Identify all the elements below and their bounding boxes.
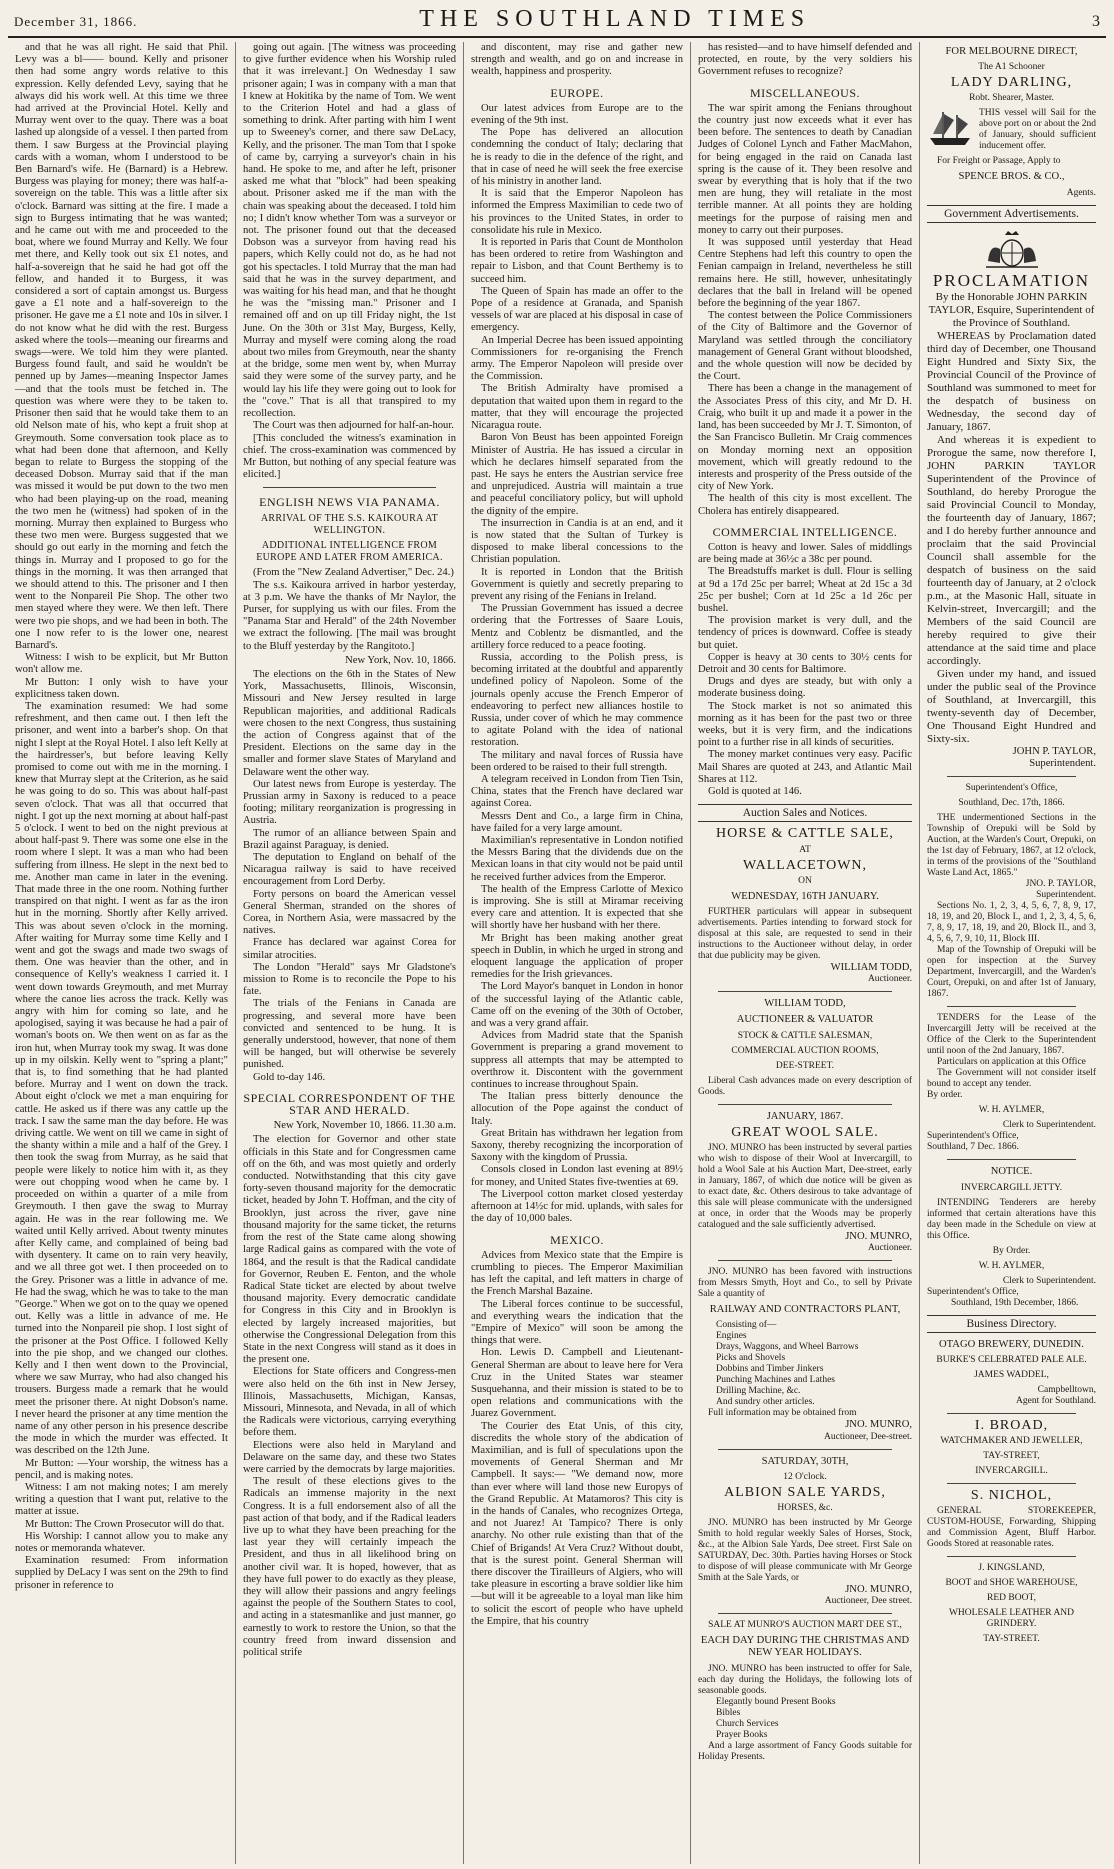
list-item: Bibles xyxy=(716,1707,741,1718)
article-paragraph: The Liberal forces continue to be successful, and everything wears the indication that the "Empire of Mexico" will soon be among the things that were. xyxy=(471,1298,683,1347)
ad-signature: JNO. MUNRO, xyxy=(845,1419,912,1431)
ad-body: JNO. MUNRO has been instructed by Mr George Smith to hold regular weekly Sales of Horses, Stock, &c., at the Albion Sale Yards, Dee street. First Sale on SATURDAY, Dec. 30th. Parties having Horses or Stock to dispose of will please communicate with Mr George Smith at the Sale Yards, or xyxy=(698,1518,912,1584)
article-paragraph: Elections were also held in Maryland and Delaware on the same day, and these two States were carried by the democrats by large majorities. xyxy=(243,1439,456,1475)
notice-body: INTENDING Tenderers are hereby informed that certain alterations have this day been made in the Schedule on view at this Office. xyxy=(927,1197,1096,1241)
ship-advert-block xyxy=(927,108,1096,152)
proclamation-role: Superintendent. xyxy=(1029,758,1096,770)
ad-master: Robt. Shearer, Master. xyxy=(969,93,1054,104)
divider xyxy=(947,776,1076,777)
article-paragraph: The health of this city is most excellent. The Cholera has entirely disappeared. xyxy=(698,493,912,517)
dateline: New York, November 10, 1866. 11.30 a.m. xyxy=(273,1120,456,1132)
column-5 xyxy=(919,42,1103,1864)
article-paragraph: Advices from Madrid state that the Spanish Government is preparing a grand movement to suppress all attempts that may be attempted to overthrow it. Discontent with the government continues to increase throughout Spain. xyxy=(471,1030,683,1091)
list-item: And sundry other articles. xyxy=(716,1397,815,1408)
article-paragraph: The election for Governor and other state officials in this State and for Congressmen came off on the 6th, and was most quietly and orderly conducted. Notwithstanding that this city gave forty-seven thousand majority for the democratic ticket, headed by John T. Hoffman, and the city of Brooklyn, just across the river, gave nine thousand majority for the same ticket, the returns from the rest of the State came along showing large Radical gains as compared with the vote of 1864, and the result is that the Radical candidate for Governor, Reuben E. Fenton, and the whole Radical State ticket are elected by about twelve thousand majority. Every democratic candidate for Congress in this City and in Brooklyn is elected by largely increased majorities, but otherwise the Congressional Delegation from this State in the next Congress will stand as it does in the present one. xyxy=(243,1134,456,1366)
article-paragraph: Elections for State officers and Congress-men were also held on the 6th inst in New Jersey, Illinois, Massachusetts, Michigan, Kansas, Missouri, Minnesota, and Nevada, in all of which the Radicals were victorious, carrying everything before them. xyxy=(243,1366,456,1439)
article-paragraph: Witness: I wish to be explicit, but Mr Button won't allow me. xyxy=(15,652,228,676)
ad-signature: JNO. MUNRO, xyxy=(845,1584,912,1596)
ad-great-wool-sale xyxy=(698,1111,912,1255)
ad-role: Agents. xyxy=(1066,187,1096,198)
notice-orepuki-sections xyxy=(927,783,1096,1000)
ad-date: WEDNESDAY, 16TH JANUARY. xyxy=(731,890,879,902)
ad-body: THIS vessel will Sail for the above port on or about the 2nd of January, should sufficient inducement offer. xyxy=(979,108,1096,152)
ad-signature: JNO. MUNRO, xyxy=(845,1231,912,1243)
ad-list xyxy=(698,1320,912,1408)
article-paragraph: The military and naval forces of Russia have been ordered to be raised to their full strength. xyxy=(471,749,683,773)
list-item: Dobbins and Timber Jinkers xyxy=(716,1364,824,1375)
notice-office: Superintendent's Office, xyxy=(927,1286,1019,1297)
list-item: Prayer Books xyxy=(716,1729,768,1740)
article-paragraph: The money market continues very easy. Pacific Mail Shares are quoted at 243, and Atlantic Mail Shares at 112. xyxy=(698,749,912,785)
ad-line: AT xyxy=(799,844,811,855)
notice-date: Southland, 19th December, 1866. xyxy=(951,1297,1079,1308)
list-item: Consisting of— xyxy=(716,1320,777,1331)
newspaper-title: THE SOUTHLAND TIMES xyxy=(419,6,811,32)
ad-foot: For Freight or Passage, Apply to xyxy=(937,156,1061,167)
article-paragraph: It was supposed until yesterday that Head Centre Stephens had left this country to open the Fenian campaign in Ireland, nevertheless he still remains here. He still, however, unhesitatingly declares that the ball in Ireland will be opened before the beginning of the year 1867. xyxy=(698,237,912,310)
article-paragraph: The provision market is very dull, and the tendency of prices is downward. Coffee is steady but quiet. xyxy=(698,615,912,651)
ad-otago-brewery xyxy=(927,1339,1096,1407)
article-paragraph: Mr Button: The Crown Prosecutor will do that. xyxy=(25,1518,225,1530)
article-paragraph: The Stock market is not so animated this morning as it has been for the past two or three weeks, but it is very firm, and the indications point to a further rise in all kinds of securities. xyxy=(698,700,912,749)
list-item: Punching Machines and Lathes xyxy=(716,1375,835,1386)
article-paragraph: The deputation to England on behalf of the Nicaragua railway is said to have received encouragement from Lord Derby. xyxy=(243,852,456,888)
ad-title: OTAGO BREWERY, DUNEDIN. xyxy=(939,1338,1084,1350)
article-paragraph: Mr Button: I only wish to have your explicitness taken down. xyxy=(15,676,228,700)
article-paragraph: The Court was then adjourned for half-an-hour. xyxy=(253,420,454,432)
proclamation-title: PROCLAMATION xyxy=(932,270,1091,290)
ad-line: DEE-STREET. xyxy=(775,1060,835,1071)
notice-date: Southland, 7 Dec. 1866. xyxy=(927,1142,1019,1153)
notice-role: Superintendent. xyxy=(1036,890,1096,901)
ad-body: BURKE'S CELEBRATED PALE ALE. xyxy=(936,1355,1087,1366)
ad-sub: The A1 Schooner xyxy=(978,62,1045,73)
article-paragraph: Drugs and dyes are steady, but with only a moderate business doing. xyxy=(698,676,912,700)
ad-role: Auctioneer. xyxy=(867,1243,912,1254)
ad-body: JNO. MUNRO has been instructed to offer for Sale, each day during the Holidays, the following lots of seasonable goods. xyxy=(698,1663,912,1696)
article-paragraph: It is said that the Emperor Napoleon has informed the Empress Maximilian to cede two of his provinces to the United States, in order to consolidate his rule in Mexico. xyxy=(471,188,683,236)
section-heading-government: Government Advertisements. xyxy=(927,205,1096,223)
notice-role: Clerk to Superintendent. xyxy=(1002,1275,1096,1286)
ad-railway-plant xyxy=(698,1267,912,1442)
notice-body: Particulars on application at this Office xyxy=(937,1057,1086,1068)
article-paragraph: The health of the Empress Carlotte of Mexico is improving. She is still at Miramar receiving every care and attention. It is expected that she will shortly have her husband with her there. xyxy=(471,883,683,932)
notice-signature: W. H. AYLMER, xyxy=(978,1105,1045,1116)
column-4 xyxy=(690,42,919,1864)
notice-office: Superintendent's Office, xyxy=(965,783,1058,794)
list-item: Picks and Shovels xyxy=(716,1353,786,1364)
column-2 xyxy=(235,42,463,1864)
article-paragraph: The contest between the Police Commissioners of the City of Baltimore and the Governor of Maryland was settled through the conciliatory management of General Grant without bloodshed, and the whole question will now be decided by the Court. xyxy=(698,310,912,383)
notice-sections: Sections No. 1, 2, 3, 4, 5, 6, 7, 8, 9, 17, 18, 19, and 20, Block I., and 1, 2, 3, 4, 5, 6, 7, 8, 9, 17, 18, 19, and 20, Block II., and 3, 4, 5, 6, 7, 9, 10, 11, Block III. xyxy=(927,901,1096,945)
article-paragraph: Advices from Mexico state that the Empire is crumbling to pieces. The Emperor Maximilian has left the capital, and left matters in charge of the French Marshal Bazaine. xyxy=(471,1249,683,1298)
article-paragraph: has resisted—and to have himself defended and protected, en route, by the very soldiers his Government refuses to recognize? xyxy=(698,42,912,78)
ad-role: Auctioneer, Dee-street. xyxy=(824,1431,912,1442)
list-item: Drays, Waggons, and Wheel Barrows xyxy=(716,1342,859,1353)
article-paragraph: The elections on the 6th in the States of New York, Massachusetts, Illinois, Wisconsin, Missouri and New Jersey resulted in large Republican majorities, and additional Radicals were chosen to the next Congress, thus sustaining the action of Congress against that of the President. Elections on the same day in the smaller and former slave States of Maryland and Delaware went the other way. xyxy=(243,668,456,778)
article-paragraph: The British Admiralty have promised a deputation that waited upon them in regard to the matter, that they will encourage the projected Nicaragua route. xyxy=(471,383,683,432)
ad-date: SATURDAY, 30TH, xyxy=(761,1455,849,1467)
ad-title: RAILWAY AND CONTRACTORS PLANT, xyxy=(709,1304,901,1316)
ad-line: COMMERCIAL AUCTION ROOMS, xyxy=(731,1045,879,1056)
column-1 xyxy=(8,42,235,1864)
ad-kingsland-boots xyxy=(927,1563,1096,1645)
ad-list xyxy=(698,1697,912,1741)
list-item: Engines xyxy=(716,1331,747,1342)
article-paragraph: The result of these elections gives to the Radicals an immense majority in the next Congress. It is a full endorsement also of all the past action of that body, and if the Radical leaders live up to what they have been preaching for the last year they will certainly impeach the President, and thus in all likelihood bring on another civil war. It is hoped, however, that as they have full power to do exactly as they please, they will allow their passions and angry feelings against the people of the Southern States to cool, and acting in a statesmanlike and just manner, go earnestly to work to restore the Union, so that the country freed from inward dissension and political strife xyxy=(243,1476,456,1658)
headline-english-news: ENGLISH NEWS VIA PANAMA. xyxy=(259,495,440,510)
ad-line: STOCK & CATTLE SALESMAN, xyxy=(737,1030,873,1041)
royal-crest-icon xyxy=(980,229,1044,271)
article-paragraph: The Queen of Spain has made an offer to the Pope of a residence at Granada, and Spanish vessels of war are placed at his disposal in case of emergency. xyxy=(471,285,683,334)
ad-title: GREAT WOOL SALE. xyxy=(731,1124,879,1140)
article-paragraph: Mr Button: —Your worship, the witness has a pencil, and is making notes. xyxy=(15,1457,228,1481)
headline-commercial: COMMERCIAL INTELLIGENCE. xyxy=(712,524,898,539)
ad-foot: Full information may be obtained from xyxy=(708,1408,857,1419)
divider xyxy=(947,1413,1076,1414)
ad-role: Auctioneer. xyxy=(867,974,912,985)
ad-body: WHOLESALE LEATHER AND GRINDERY. xyxy=(948,1608,1075,1630)
notice-office: Superintendent's Office, xyxy=(927,1131,1019,1142)
article-paragraph: The examination resumed: We had some refreshment, and then came out. I then left the prisoner, and went into a barber's shop. On that night I slept at the Royal Hotel. I also left Kelly at the hairdresser's, but before leaving Kelly promised to come out with me in the morning. I knew that Murray slept at the Criterion, as he said he was going to do so. This was about half-past seven o'clock. That was all that occurred that night. I got up the next morning at about half-past 5 o'clock. I went to bed on the night previous at about half-past 9. There was some one else in the room where I slept. It was a man who had been suffering from illness. He slept in the next bed to me. Another man came in later in the evening. That made three in the one room. Nothing further transpired on that night. I went as far as the iron hut in the morning. Shortly after Kelly arrived. This was about seven o'clock in the morning. After waiting for Murray some time Kelly and I went and got the swags and made two swags of them. One was heavier than the other, and in consequence of Kelly's weakness I carried it. I went down towards Greymouth, and met Murray where the canoe lies across the track. Kelly was angry with him for coming so late, and he apologised, saying it was because he had a pair of woman's boots on. We then went on as far as the iron hut, when Murray took my swag. It was done up in my oilskin. Kelly went to "spring a plant;" that is, to find something that he had planted before. Murray and I went on down the track. About eight o'clock we met a man enquiring for cattle. He asked us if there was any cattle up the track. I saw the same man the day before. He was driving cattle. We went on till we came in sight of the shanty within a mile and a half of the Grey. I then took the swag from Murray, as he said that people were likely to notice him with it, as they were out chopping wood when he came by. I proceeded on within a quarter of a mile from Greymouth. I then gave the swag to Murray again. He was in the rear following me. We waited until Kelly arrived. About twenty minutes after Kelly came, and complained of being bad with dysentery. It came on to rain very heavily, and we all three got wet. I then proceeded on to the Grey. Prisoner was a little in advance of me. He had the swag, which he was to take to the man "George." When we got on to the quay we opened out. Kelly was a little in advance of me. He turned into the Nonpareil pie shop. I lost sight of the prisoner at the Post Office. I followed Kelly into the pie shop, and we changed our clothes. Kelly and I then went down to the Provincial, where we saw Murray, who had also changed his trousers. Burgess made a remark that he would meet the prisoner there. At night Dobson's name. I never heard the prisoner at any time mention the name of any other person in his presence describe the mode in which the murder was effected. It was described on the 12th June. xyxy=(15,700,228,1457)
article-paragraph: The rumor of an alliance between Spain and Brazil against Paraguay, is denied. xyxy=(243,827,456,851)
article-paragraph: The insurrection in Candia is at an end, and it is now stated that the Sultan of Turkey is disposed to make liberal concessions to the Christian population. xyxy=(471,517,683,566)
notice-role: Clerk to Superintendent. xyxy=(1002,1120,1096,1131)
ad-town: INVERCARGILL. xyxy=(975,1466,1048,1477)
ad-title: ALBION SALE YARDS, xyxy=(724,1484,886,1500)
ad-title: SALE AT MUNRO'S AUCTION MART DEE ST., xyxy=(708,1620,902,1631)
notice-date: Southland, Dec. 17th, 1866. xyxy=(958,798,1065,809)
article-paragraph: Baron Von Beust has been appointed Foreign Minister of Austria. He has issued a circular in which he declares himself separated from the past. He says he enters the Austrian service free and unprejudiced. Austria will maintain a true and peaceful conciliatory policy, but will uphold the dignity of the empire. xyxy=(471,432,683,517)
subheadline: ARRIVAL OF THE S.S. KAIKOURA AT WELLINGTON. xyxy=(260,512,439,536)
divider xyxy=(947,1006,1076,1007)
article-paragraph: Cotton is heavy and lower. Sales of middlings are being made at 36½c a 38c per pound. xyxy=(698,541,912,566)
article-paragraph: The s.s. Kaikoura arrived in harbor yesterday, at 3 p.m. We have the thanks of Mr Naylor, the Purser, for supplying us with our files. From the "Panama Star and Herald" of the 24th November we extract the following. [The mail was brought to the Bluff yesterday by the Rangitoto.] xyxy=(243,579,456,652)
divider xyxy=(718,1613,892,1614)
ad-signature: WILLIAM TODD, xyxy=(830,962,912,973)
notice-map: Map of the Township of Orepuki will be open for inspection at the Survey Department, Invercargill, and the Warden's Court, Orepuki, on and after 1st of January, 1867. xyxy=(927,945,1096,1000)
article-paragraph: Hon. Lewis D. Campbell and Lieutenant-General Sherman are about to leave here for Vera Cruz in the United States war steamer Susquehanna, and their mission is stated to be to open relations and communications with the Juarez Government. xyxy=(471,1347,683,1420)
proclamation-body: WHEREAS by Proclamation dated third day of December, one Thousand Eight Hundred and Sixty Six, the Provincial Council of the Province of Southland was summoned to meet for the despatch of business on Wednesday, the second day of January, 1867. xyxy=(927,330,1096,434)
article-paragraph: Russia, according to the Polish press, is becoming irritated at the doubtful and apparently undefined policy of Napoleon. Some of the journals openly accuse the French Emperor of endeavoring to perfect new alliances hostile to Russia, under cover of which he may commence to agitate Poland with the idea of national restoration. xyxy=(471,651,683,749)
headline-mexico: MEXICO. xyxy=(550,1232,604,1247)
page-number: 3 xyxy=(1092,13,1100,30)
ad-place: WALLACETOWN, xyxy=(742,857,868,873)
article-paragraph: His Worship: I cannot allow you to make any notes or memoranda whatever. xyxy=(15,1530,228,1554)
article-paragraph: The Prussian Government has issued a decree ordering that the Fortresses of Saare Louis, Mentz and Coblentz be dismantled, and the artillery force reduced to a peace footing. xyxy=(471,603,683,651)
ad-body: JNO. MUNRO has been favored with instructions from Messrs Smyth, Hoyt and Co., to sell by Private Sale a quantity of xyxy=(698,1267,912,1300)
ad-line: ON xyxy=(798,875,812,886)
ad-melbourne-ship xyxy=(927,46,1096,199)
list-item: Drilling Machine, &c. xyxy=(716,1386,801,1397)
article-paragraph: Copper is heavy at 30 cents to 30½ cents for Detroit and 30 cents for Baltimore. xyxy=(698,651,912,675)
notice-body: The Government will not consider itself bound to accept any tender. xyxy=(927,1068,1096,1090)
columns xyxy=(8,42,1106,1864)
article-paragraph: The Italian press bitterly denounce the allocution of the Pope against the conduct of Italy. xyxy=(471,1091,683,1127)
article-paragraph: Our latest news from Europe is yesterday. The Prussian army in Saxony is reduced to a peace footing; military reorganization is progressing in Austria. xyxy=(243,778,456,827)
notice-by: By order. xyxy=(927,1090,963,1101)
notice-body: THE undermentioned Sections in the Township of Orepuki will be Sold by Auction, at the Warden's Court, Orepuki, on the 1st day of February, 1867, at 12 o'clock, in terms of the provisions of the "Southland Waste Land Act, 1865." xyxy=(927,813,1096,879)
ad-street: TAY-STREET. xyxy=(983,1634,1040,1645)
ad-role: Agent for Southland. xyxy=(1016,1396,1096,1407)
article-paragraph: [This concluded the witness's examination in chief. The cross-examination was commenced by Mr Button, but nothing of any special feature was elicited.] xyxy=(243,432,456,481)
article-paragraph: It is reported in Paris that Count de Montholon has been ordered to retire from Washington and repair to Lisbon, and that Count Berthemy is to succeed him. xyxy=(471,237,683,285)
notice-title: NOTICE. xyxy=(990,1166,1033,1178)
ad-signature: SPENCE BROS. & CO., xyxy=(958,171,1065,183)
article-paragraph: Examination resumed: From information supplied by DeLacy I was sent on the 29th to find prisoner in reference to xyxy=(15,1555,228,1591)
subheadline: ADDITIONAL INTELLIGENCE FROM EUROPE AND LATER FROM AMERICA. xyxy=(256,539,443,564)
divider xyxy=(718,1104,892,1105)
ad-sub: HORSES, &c. xyxy=(777,1503,833,1514)
ad-albion-sale-yards xyxy=(698,1456,912,1608)
ad-body: Liberal Cash advances made on every description of Goods. xyxy=(698,1075,912,1097)
article-paragraph: An Imperial Decree has been issued appointing Commissioners for re-organising the French army. The Emperor Napoleon will preside over the Commission. xyxy=(471,334,683,383)
headline-miscellaneous: MISCELLANEOUS. xyxy=(749,85,860,100)
article-paragraph: Consols closed in London last evening at 89½ for money, and United States five-twenties at 69. xyxy=(471,1164,683,1188)
section-heading-auction: Auction Sales and Notices. xyxy=(698,804,912,822)
article-paragraph: The London "Herald" says Mr Gladstone's mission to Rome is to reconcile the Pope to his fate. xyxy=(243,961,456,998)
ad-title: EACH DAY DURING THE CHRISTMAS AND NEW YEAR HOLIDAYS. xyxy=(700,1635,910,1659)
article-paragraph: The war spirit among the Fenians throughout the country just now exceeds what it ever has been before. The sentences to death by Canadian Judges of Colonel Lynch and Father MacMahon, for being engaged in the raid on Canada last spring is the cause of it. They been resolve and swear by everything that is holy that if the two men are hung, they will retaliate in the most terrible manner. At all points they are holding meetings for the purpose of raising men and money to carry out their purposes. xyxy=(698,102,912,236)
article-paragraph: The Lord Mayor's banquet in London in honor of the successful laying of the Atlantic cable, Came off on the evening of the 30th of October, and was a very grand affair. xyxy=(471,981,683,1030)
notice-signature: JNO. P. TAYLOR, xyxy=(1025,879,1096,890)
ad-body: JNO. MUNRO has been instructed by several parties who wish to dispose of their Wool at Invercargill, to hold a Wool Sale at his Auction Mart, Dee-street, early in January, 1867, of which due notice will be given as to exact date, &c. Others desirous to take advantage of this sale will please communicate with the undersigned at once, in order that the Woods may be properly catalogued and the sale sufficiently advertised. xyxy=(698,1143,912,1231)
ad-date: JANUARY, 1867. xyxy=(766,1110,844,1122)
ad-name: JAMES WADDEL, xyxy=(974,1370,1049,1381)
ad-foot: And a large assortment of Fancy Goods suitable for Holiday Presents. xyxy=(698,1740,912,1762)
ad-line: WATCHMAKER AND JEWELLER, xyxy=(940,1436,1083,1447)
proclamation xyxy=(927,270,1096,771)
divider xyxy=(947,1159,1076,1160)
article-paragraph: The Liverpool cotton market closed yesterday afternoon at 14½c for mid. uplands, with sales for the day of 10,000 bales. xyxy=(471,1188,683,1225)
ad-name: I. BROAD, xyxy=(974,1418,1049,1434)
article-paragraph: and that he was all right. He said that Phil. Levy was a bl—— bound. Kelly and prisoner then had some angry words relative to this expression. Kelly defended Levy, saying that he always did his work well. At this time we three had arrived at the Provincial Hotel. Kelly and Murray went over to the quay. There was a boat lashed up alongside of a vessel. I then parted from them. I saw Burgess at the Provincial playing cards with a woman, whom I understood to be Ben Barnard's wife. He (Barnard) is a Hebrew. Burgess was playing for money; there was half-a-sovereign on the table. This was a little after six o'clock. Barnard was sitting at the fire. I made a sign to Burgess intimating that he was wanted; and he came out with me and proceeded to the boat, where we found Murray and Kelly. We four met there, and Kelly took out six £1 notes, and half-a-sovereign that he said he had got off the fellow, and handed it to Burgess, it was considered a sort of captain amongst us. Burgess gave a £1 note and a half-sovereign to the prisoner. He gave me a £1 note and 10s in silver. I do not know what he did with the rest. Burgess asked where the tools—meaning our firearms and swags—were. We told him they were planted. Burgess found fault, and said he wouldn't be penned up by James—meaning Inspector James—and that the tools must be fetched in. The question was where were they to be taken to. Prisoner then said that he would take them to an old Nelson mate of his, who kept a fruit shop at Greymouth. Some conversation took place as to what had been done that afternoon, and Kelly began to relate to Burgess the stopping of the deceased Dobson. Murray said that if the man was missed it would be put down to the two men who had been playing-up on the road, meaning the two men he (witness) had spoken of in the morning. Murray then explained to Burgess who these two men were. Burgess suggested that we should go out early in the morning and fetch the things in. Murray and I proposed to go for the things in the morning. It was then arranged that we should attend to this. The prisoner and I then went to the Nonpareil Pie Shop. The other two men stayed where they were. We then left. There were two pie shops, and we had been in both. The one I now refer to is the lower one, nearest Barnard's. xyxy=(15,42,228,651)
article-paragraph: and discontent, may rise and gather new strength and wealth, and go on and increase in wealth, happiness and prosperity. xyxy=(471,42,683,78)
article-paragraph: The trials of the Fenians in Canada are progressing, and several more have been convicted and sentenced to be hung. It is generally understood, however, that none of them will be hanged, but will otherwise be severely punished. xyxy=(243,998,456,1071)
article-paragraph: going out again. [The witness was proceeding to give further evidence when his Worship ruled that it was irrelevant.] On Wednesday I saw prisoner again; I was in company with a man that I knew at Hokitika by the name of Tom. We went to the Criterion Hotel and had a glass of something to drink. After parting with him I went up to Sweeney's corner, and there saw DeLacy, Kelly, and the prisoner. The man Tom that I spoke of came by, carrying a surveyor's chain in his hand. He spoke to me, and after he left, prisoner asked me what that "block" had been speaking about. Prisoner asked me if the man with the chain was speaking about the deceased. I told him no; I didn't know whether Tom was a surveyor or not. The prisoner found out that the deceased Dobson was a surveyor from having read his papers, which Kelly could not do, as he had not got his spectacles. I told Murray that the man had said that he was in the survey department, and was waiting for his head man, and that he thought he was the "missing man." Prisoner and I remained off and on up till Friday night, the 1st June. On the 30th or 31st May, Burgess, Kelly, Murray and myself were coming along the road about two miles from Greymouth, near the shanty at the bridge, some men went by, when Murray said they were some of the survey party, and he would lay his life they were going out to look for the "cove." That is all that transpired to my recollection. xyxy=(243,42,456,420)
section-heading-business: Business Directory. xyxy=(927,1315,1096,1333)
article-paragraph: The Courier des Etat Unis, of this city, discredits the whole story of the abdication of Maximilian, and is full of speculations upon the movements of General Sherman and Mr Campbell. It says:— "We demand now, more than ever where will land those new Europys of the Grand Republic. At Matamoros? This city is in the hands of Canales, who recognizes Ortega, and not Juarez! At Tampico? There is only anarchy. No other rule existing than that of the Chief of Brigands! At Vera Cruz? Without doubt, that is the surest point. General Sherman will there discover the Tirailleurs of Algiers, who will take pleasure in escorting a brave soldier like him—but will it be agreeable to a loyal man like him to solicit the escort of people who have upheld the Empire, that his country xyxy=(471,1420,683,1627)
ad-role: Auctioneer, Dee street. xyxy=(824,1596,912,1607)
ad-place: Campbelltown, xyxy=(1037,1385,1096,1396)
notice-by: By Order. xyxy=(992,1245,1031,1256)
ad-ship-name: LADY DARLING, xyxy=(950,75,1073,91)
ad-line: AUCTIONEER & VALUATOR xyxy=(736,1014,874,1026)
divider xyxy=(947,1483,1076,1484)
ad-time: 12 O'clock. xyxy=(783,1471,827,1482)
article-paragraph: Our latest advices from Europe are to the evening of the 9th inst. xyxy=(471,102,683,127)
article-paragraph: Mr Bright has been making another great speech in Dublin, in which he urged in strong and eloquent language the application of proper remedies for the Irish grievances. xyxy=(471,932,683,981)
ad-horse-cattle-sale xyxy=(698,828,912,985)
article-paragraph: It is reported in London that the British Government is quietly and secretly preparing to prevent any rising of the Fenians in Ireland. xyxy=(471,566,683,602)
ad-sub: RED BOOT, xyxy=(987,1593,1036,1604)
notice-body: TENDERS for the Lease of the Invercargill Jetty will be received at the Office of the Clerk to the Superintendent until noon of the 2nd January, 1867. xyxy=(927,1013,1096,1057)
divider xyxy=(947,1556,1076,1557)
article-paragraph: There has been a change in the management of the Associates Press of this city, and Mr D. H. Craig, who built it up and made it a power in the land, has been succeeded by Mr J. T. Simonton, of the San Francisco Bulletin. Mr Craig commences on Monday morning next an opposition movement, which will greatly redound to the interests and prosperity of the Press outside of the city of New York. xyxy=(698,383,912,493)
article-paragraph: France has declared war against Corea for similar atrocities. xyxy=(243,937,456,961)
article-paragraph: Forty persons on board the American vessel General Sherman, stranded on the shores of Corea, in Northern Asia, were massacred by the natives. xyxy=(243,888,456,937)
source-line: (From the "New Zealand Advertiser," Dec. 24.) xyxy=(253,567,454,579)
issue-date: December 31, 1866. xyxy=(14,14,138,29)
proclamation-signature: JOHN P. TAYLOR, xyxy=(1012,746,1096,758)
divider xyxy=(263,487,436,488)
column-3 xyxy=(463,42,690,1864)
divider xyxy=(718,991,892,992)
ad-line: BOOT and SHOE WAREHOUSE, xyxy=(945,1578,1078,1589)
ad-body: GENERAL STOREKEEPER, CUSTOM-HOUSE, Forwarding, Shipping and Commission Agent, Bluff Harbor. Goods Stored at reasonable rates. xyxy=(927,1506,1096,1550)
divider xyxy=(718,1449,892,1450)
masthead xyxy=(8,6,1106,38)
ad-name: S. NICHOL, xyxy=(970,1488,1053,1504)
proclamation-body: Given under my hand, and issued under the public seal of the Province of Southland, at Invercargill, this twenty-seventh day of December, One Thousand Eight Hundred and Sixty-six. xyxy=(927,668,1096,746)
headline-special-correspondent: SPECIAL CORRESPONDENT OF THE STAR AND HERALD. xyxy=(243,1090,456,1118)
ad-munro-holiday-sale xyxy=(698,1620,912,1762)
notice-sub: INVERCARGILL JETTY. xyxy=(960,1182,1063,1193)
ad-street: TAY-STREET, xyxy=(983,1451,1040,1462)
notice-signature: W. H. AYLMER, xyxy=(978,1260,1045,1271)
ad-nichol-storekeeper xyxy=(927,1490,1096,1550)
ad-name: J. KINGSLAND, xyxy=(978,1563,1045,1574)
sailing-ship-icon xyxy=(927,108,973,148)
article-paragraph: Maximilian's representative in London notified the Messrs Baring that the dividends due on the Mexican loans in that city would not be paid until he received further advices from the Emperor. xyxy=(471,835,683,883)
ad-title: FOR MELBOURNE DIRECT, xyxy=(945,46,1078,57)
list-item: Elegantly bound Present Books xyxy=(716,1696,836,1707)
article-paragraph: The Pope has delivered an allocution condemning the conduct of Italy; declaring that he is ready to die in the defence of the right, and that in case of need he will seek the free exercise of his ministry in another land. xyxy=(471,127,683,188)
article-paragraph: Great Britain has withdrawn her legation from Saxony, thereby recognizing the incorporation of Saxony with the kingdom of Prussia. xyxy=(471,1127,683,1164)
notice-invercargill-jetty xyxy=(927,1166,1096,1308)
dateline: New York, Nov. 10, 1866. xyxy=(345,654,456,666)
article-paragraph: A telegram received in London from Tien Tsin, China, states that the French have declared war against Corea. xyxy=(471,773,683,810)
notice-jetty-tenders xyxy=(927,1013,1096,1153)
article-paragraph: Witness: I am not making notes; I am merely writing a question that I want put, relative to the matter at issue. xyxy=(15,1481,228,1518)
ad-broad-watchmaker xyxy=(927,1420,1096,1477)
divider xyxy=(718,1260,892,1261)
ad-name: WILLIAM TODD, xyxy=(764,998,846,1010)
list-item: Church Services xyxy=(716,1718,779,1729)
article-paragraph: Gold is quoted at 146. xyxy=(708,785,802,797)
ad-body: FURTHER particulars will appear in subsequent advertisements. Parties intending to forward stock for disposal at this sale, are requested to send in their instructions to the Auctioneer without delay, in order that due publicity may be given. xyxy=(698,907,912,961)
headline-europe: EUROPE. xyxy=(550,85,604,100)
article-paragraph: Gold to-day 146. xyxy=(253,1071,326,1083)
article-paragraph: The Breadstuffs market is dull. Flour is selling at 9d a 17d 25c per barrel; Wheat at 2d 15c a 3d 25c per bushel; Corn at 1d 25c a 1d 26c per bushel. xyxy=(698,566,912,614)
proclamation-by: By the Honorable JOHN PARKIN TAYLOR, Esquire, Superintendent of the Province of Southland. xyxy=(928,291,1095,330)
ad-title: HORSE & CATTLE SALE, xyxy=(716,826,894,842)
proclamation-body: And whereas it is expedient to Prorogue the same, now therefore I, JOHN PARKIN TAYLOR Superintendent of the Province of Southland, do hereby Prorogue the said Provincial Council to Monday, the fourteenth day of January, 1867; and I do hereby further announce and proclaim that the said Provincial Council shall assemble for the despatch of business on the said fourteenth day of January, at 2 o'clock p.m., at the Masonic Hall, situate in Kelvin-street, Invercargill; and the Members of the said Council are hereby required to give their attendance at the said time and place accordingly. xyxy=(927,434,1096,668)
ad-william-todd xyxy=(698,998,912,1097)
article-paragraph: Messrs Dent and Co., a large firm in China, have failed for a very large amount. xyxy=(471,810,683,834)
